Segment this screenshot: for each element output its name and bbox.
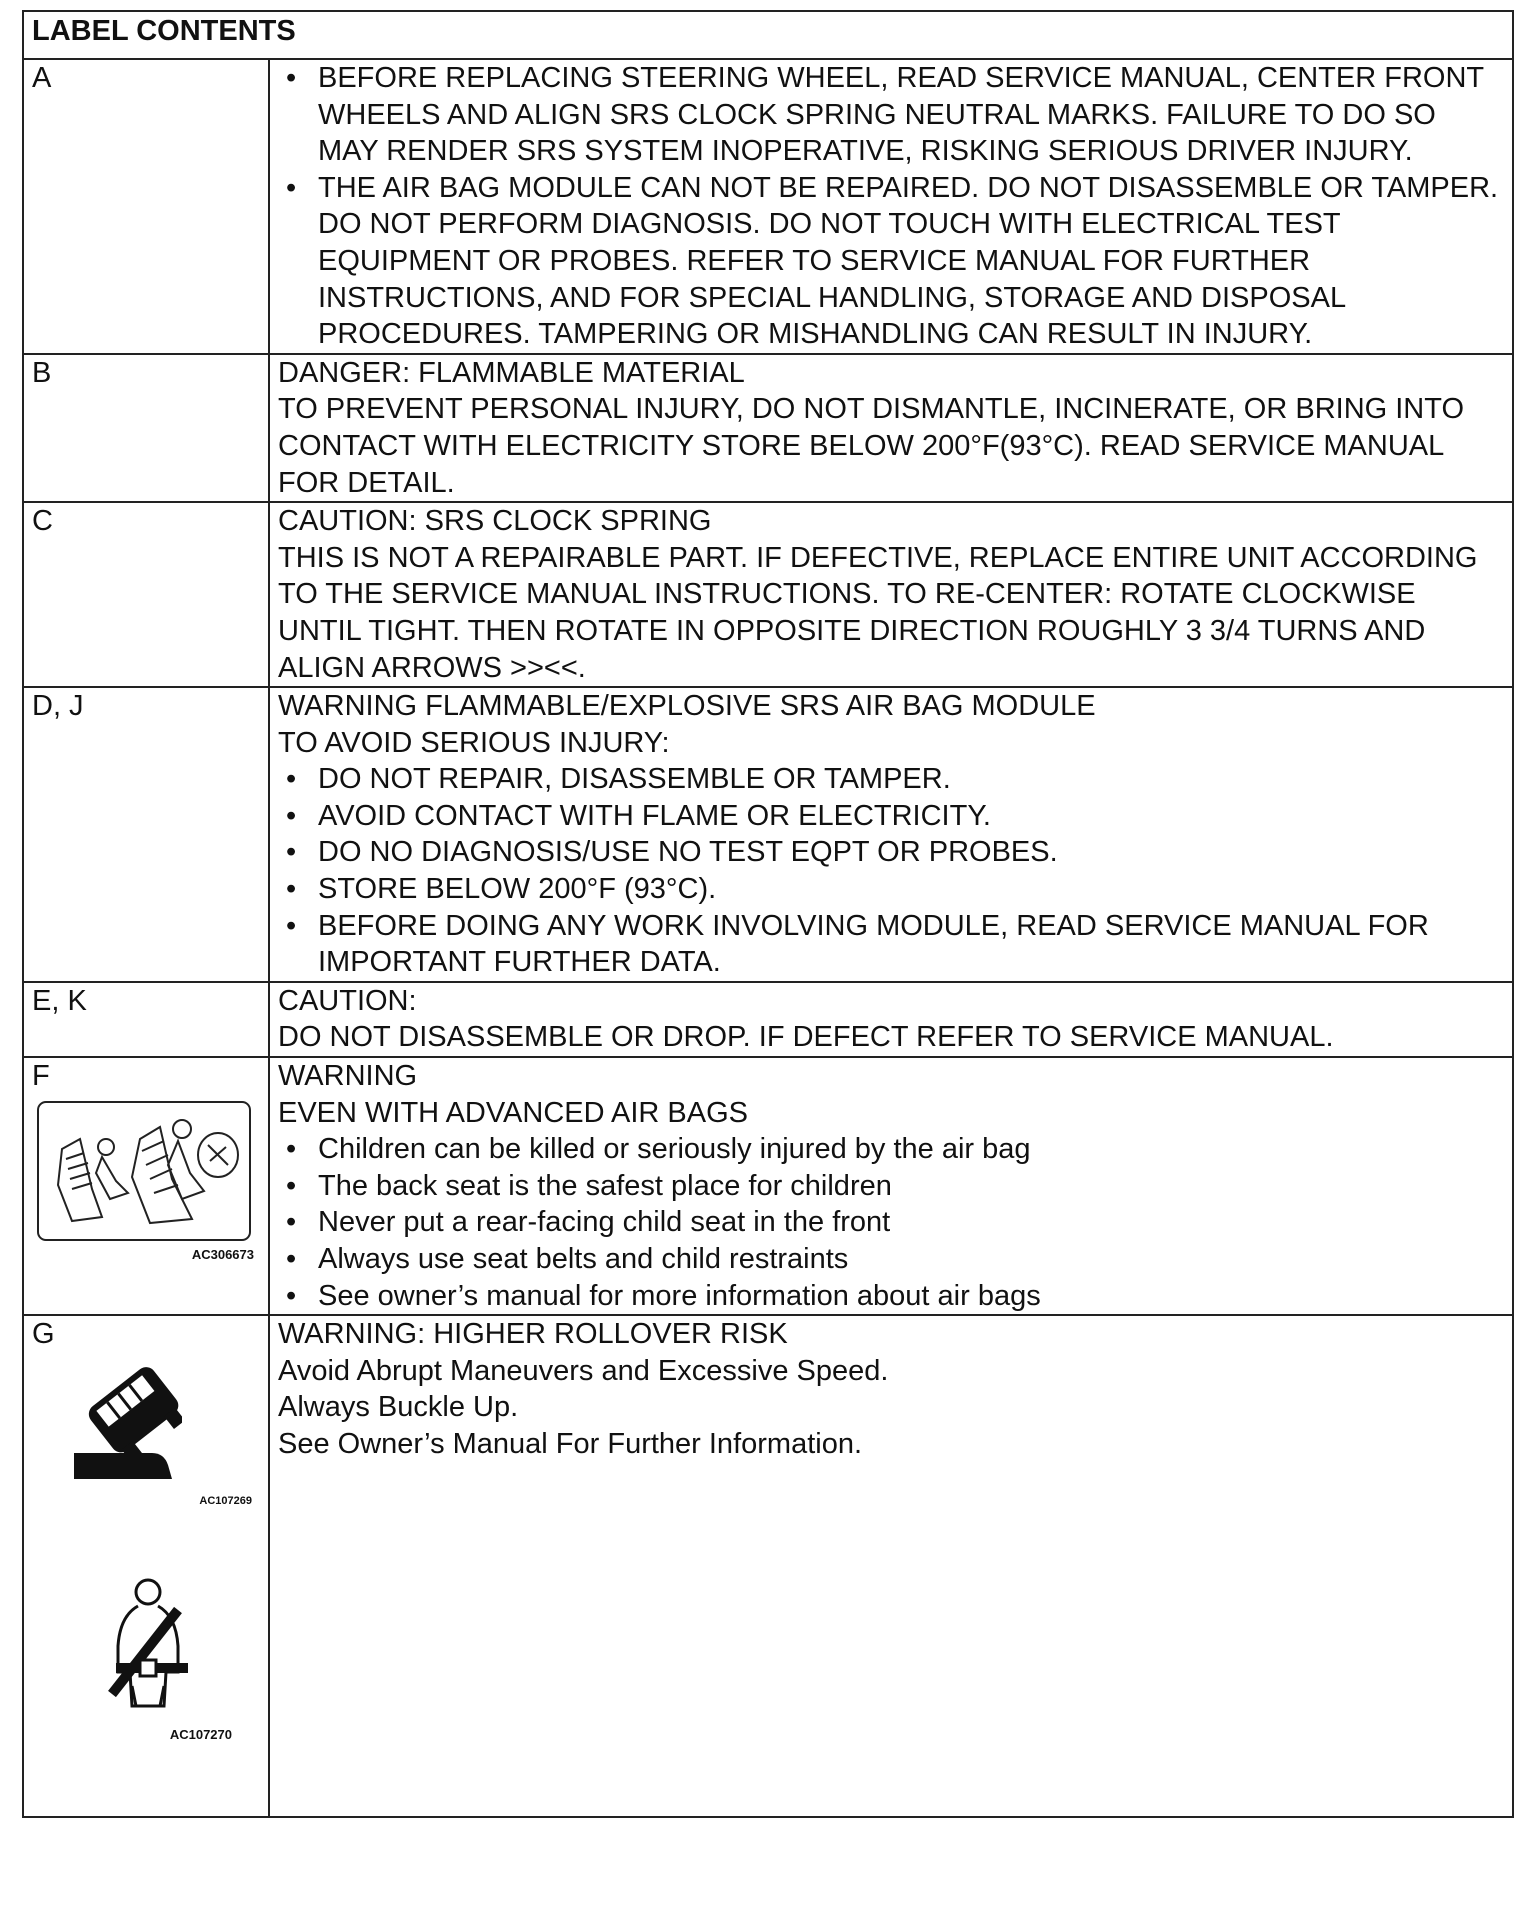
row-contents	[269, 687, 1513, 982]
list-item: • Always use seat belts and child restraints	[278, 1241, 1504, 1278]
list-item: • DO NOT REPAIR, DISASSEMBLE OR TAMPER.	[278, 761, 1504, 798]
row-contents	[269, 502, 1513, 687]
table-row	[23, 687, 1513, 982]
row-line: See Owner’s Manual For Further Information.	[278, 1427, 863, 1460]
row-text: DO NOT DISASSEMBLE OR DROP. IF DEFECT REFER TO SERVICE MANUAL.	[278, 1021, 1334, 1054]
row-id: A	[23, 59, 269, 354]
row-title: WARNING FLAMMABLE/EXPLOSIVE SRS AIR BAG MODULE	[278, 690, 1096, 723]
seat-belt-icon	[102, 1576, 202, 1716]
row-id: F	[32, 1060, 50, 1093]
table-header-row	[23, 11, 1513, 59]
row-id: E, K	[23, 982, 269, 1057]
row-id: G	[32, 1318, 55, 1351]
bullet-list	[278, 1131, 1504, 1314]
table-header: LABEL CONTENTS	[23, 11, 1513, 59]
label-contents-document	[22, 10, 1514, 1818]
row-text: TO PREVENT PERSONAL INJURY, DO NOT DISMANTLE, INCINERATE, OR BRING INTO CONTACT WITH ELECTRICITY STORE BELOW 200°F(93°C). READ SERVICE MANUAL FOR DETAIL.	[278, 393, 1464, 499]
rollover-pictogram	[72, 1361, 260, 1491]
row-contents	[269, 1315, 1513, 1817]
row-id: B	[23, 354, 269, 502]
list-item: • See owner’s manual for more information about air bags	[278, 1278, 1504, 1315]
label-contents-table	[22, 10, 1514, 1818]
row-line: Always Buckle Up.	[278, 1391, 519, 1424]
list-item: • DO NO DIAGNOSIS/USE NO TEST EQPT OR PROBES.	[278, 834, 1504, 871]
row-contents	[269, 982, 1513, 1057]
table-row	[23, 1315, 1513, 1817]
row-id-cell	[23, 1057, 269, 1315]
row-id: C	[23, 502, 269, 687]
row-contents	[269, 1057, 1513, 1315]
bullet-list	[278, 761, 1504, 981]
row-subtitle: EVEN WITH ADVANCED AIR BAGS	[278, 1096, 749, 1129]
list-item: • Children can be killed or seriously injured by the air bag	[278, 1131, 1504, 1168]
row-contents	[269, 354, 1513, 502]
row-title: CAUTION: SRS CLOCK SPRING	[278, 505, 712, 538]
list-item: • AVOID CONTACT WITH FLAME OR ELECTRICITY.	[278, 798, 1504, 835]
list-item: • THE AIR BAG MODULE CAN NOT BE REPAIRED. DO NOT DISASSEMBLE OR TAMPER. DO NOT PERFORM DIAGNOSIS. DO NOT TOUCH WITH ELECTRICAL TEST EQUIPMENT OR PROBES. REFER TO SERVICE MANUAL FOR FURTHER INSTRUCTIONS, AND FOR SPECIAL HANDLING, STORAGE AND DISPOSAL PROCEDURES. TAMPERING OR MISHANDLING CAN RESULT IN INJURY.	[278, 170, 1504, 353]
row-title: WARNING: HIGHER ROLLOVER RISK	[278, 1318, 788, 1351]
table-row	[23, 59, 1513, 354]
row-title: CAUTION:	[278, 984, 417, 1017]
child-seat-airbag-icon	[32, 1099, 254, 1241]
row-id-cell	[23, 1315, 269, 1817]
list-item: • BEFORE REPLACING STEERING WHEEL, READ SERVICE MANUAL, CENTER FRONT WHEELS AND ALIGN SRS CLOCK SPRING NEUTRAL MARKS. FAILURE TO DO SO MAY RENDER SRS SYSTEM INOPERATIVE, RISKING SERIOUS DRIVER INJURY.	[278, 60, 1504, 170]
table-row	[23, 982, 1513, 1057]
row-id: D, J	[23, 687, 269, 982]
table-row	[23, 354, 1513, 502]
seat-belt-pictogram	[102, 1576, 260, 1726]
image-code: AC107269	[199, 1495, 252, 1508]
image-code: AC107270	[169, 1726, 232, 1742]
row-subtitle: TO AVOID SERIOUS INJURY:	[278, 726, 670, 759]
row-text: THIS IS NOT A REPAIRABLE PART. IF DEFECTIVE, REPLACE ENTIRE UNIT ACCORDING TO THE SERVICE MANUAL INSTRUCTIONS. TO RE-CENTER: ROTATE CLOCKWISE UNTIL TIGHT. THEN ROTATE IN OPPOSITE DIRECTION ROUGHLY 3 3/4 TURNS AND ALIGN ARROWS >><<.	[278, 541, 1478, 684]
table-row	[23, 1057, 1513, 1315]
image-code: AC306673	[191, 1247, 254, 1263]
rollover-vehicle-icon	[72, 1361, 182, 1481]
row-title: WARNING	[278, 1060, 418, 1093]
list-item: • BEFORE DOING ANY WORK INVOLVING MODULE, READ SERVICE MANUAL FOR IMPORTANT FURTHER DATA.	[278, 908, 1504, 981]
list-item: • STORE BELOW 200°F (93°C).	[278, 871, 1504, 908]
row-contents	[269, 59, 1513, 354]
row-title: DANGER: FLAMMABLE MATERIAL	[278, 356, 745, 389]
row-line: Avoid Abrupt Maneuvers and Excessive Speed.	[278, 1354, 889, 1387]
child-seat-airbag-pictogram	[32, 1099, 260, 1251]
list-item: • The back seat is the safest place for children	[278, 1168, 1504, 1205]
table-row	[23, 502, 1513, 687]
list-item: • Never put a rear-facing child seat in the front	[278, 1204, 1504, 1241]
bullet-list	[278, 60, 1504, 353]
